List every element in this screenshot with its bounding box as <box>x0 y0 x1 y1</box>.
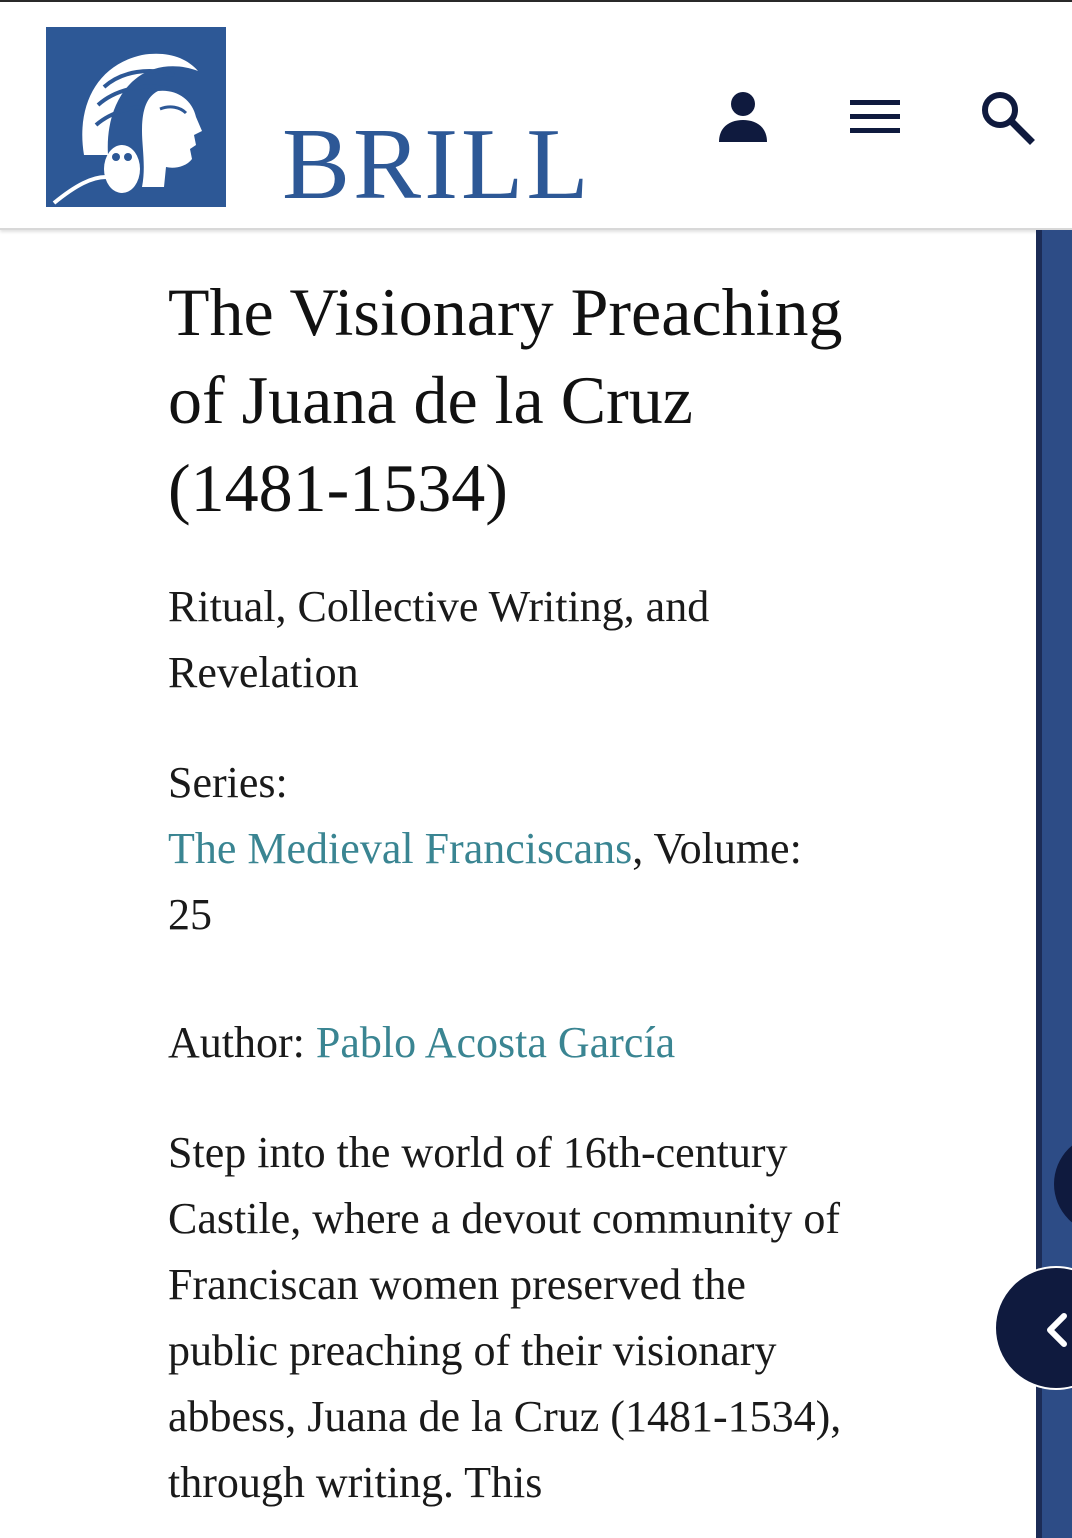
search-icon[interactable] <box>976 86 1038 148</box>
book-title: The Visionary Preaching of Juana de la Cruz (1481-1534) <box>168 274 843 526</box>
book-description: Step into the world of 16th-century Castile, where a devout community of Franciscan women preserved the public preaching of their visionary abbess, Juana de la Cruz (1481-1534), through writing. This <box>168 1128 842 1507</box>
menu-icon[interactable] <box>846 92 904 142</box>
series-link[interactable]: The Medieval Franciscans <box>168 824 633 873</box>
chevron-left-icon <box>1042 1310 1072 1350</box>
author-label: Author: <box>168 1018 316 1067</box>
book-detail <box>168 268 858 1516</box>
volume-label: , Volume: <box>632 824 802 873</box>
volume-number: 25 <box>168 890 212 939</box>
series-label: Series: <box>168 758 288 807</box>
brand-wordmark[interactable]: BRILL <box>282 108 592 221</box>
site-header <box>0 2 1072 230</box>
series-info <box>168 750 858 948</box>
series-line <box>168 816 858 882</box>
author-link[interactable]: Pablo Acosta García <box>315 1018 676 1067</box>
author-info <box>168 1010 858 1076</box>
collapse-sidebar-button[interactable] <box>994 1266 1072 1390</box>
book-subtitle: Ritual, Collective Writing, and Revelation <box>168 582 710 697</box>
user-icon[interactable] <box>716 90 770 144</box>
brill-logo-icon[interactable] <box>46 27 226 207</box>
